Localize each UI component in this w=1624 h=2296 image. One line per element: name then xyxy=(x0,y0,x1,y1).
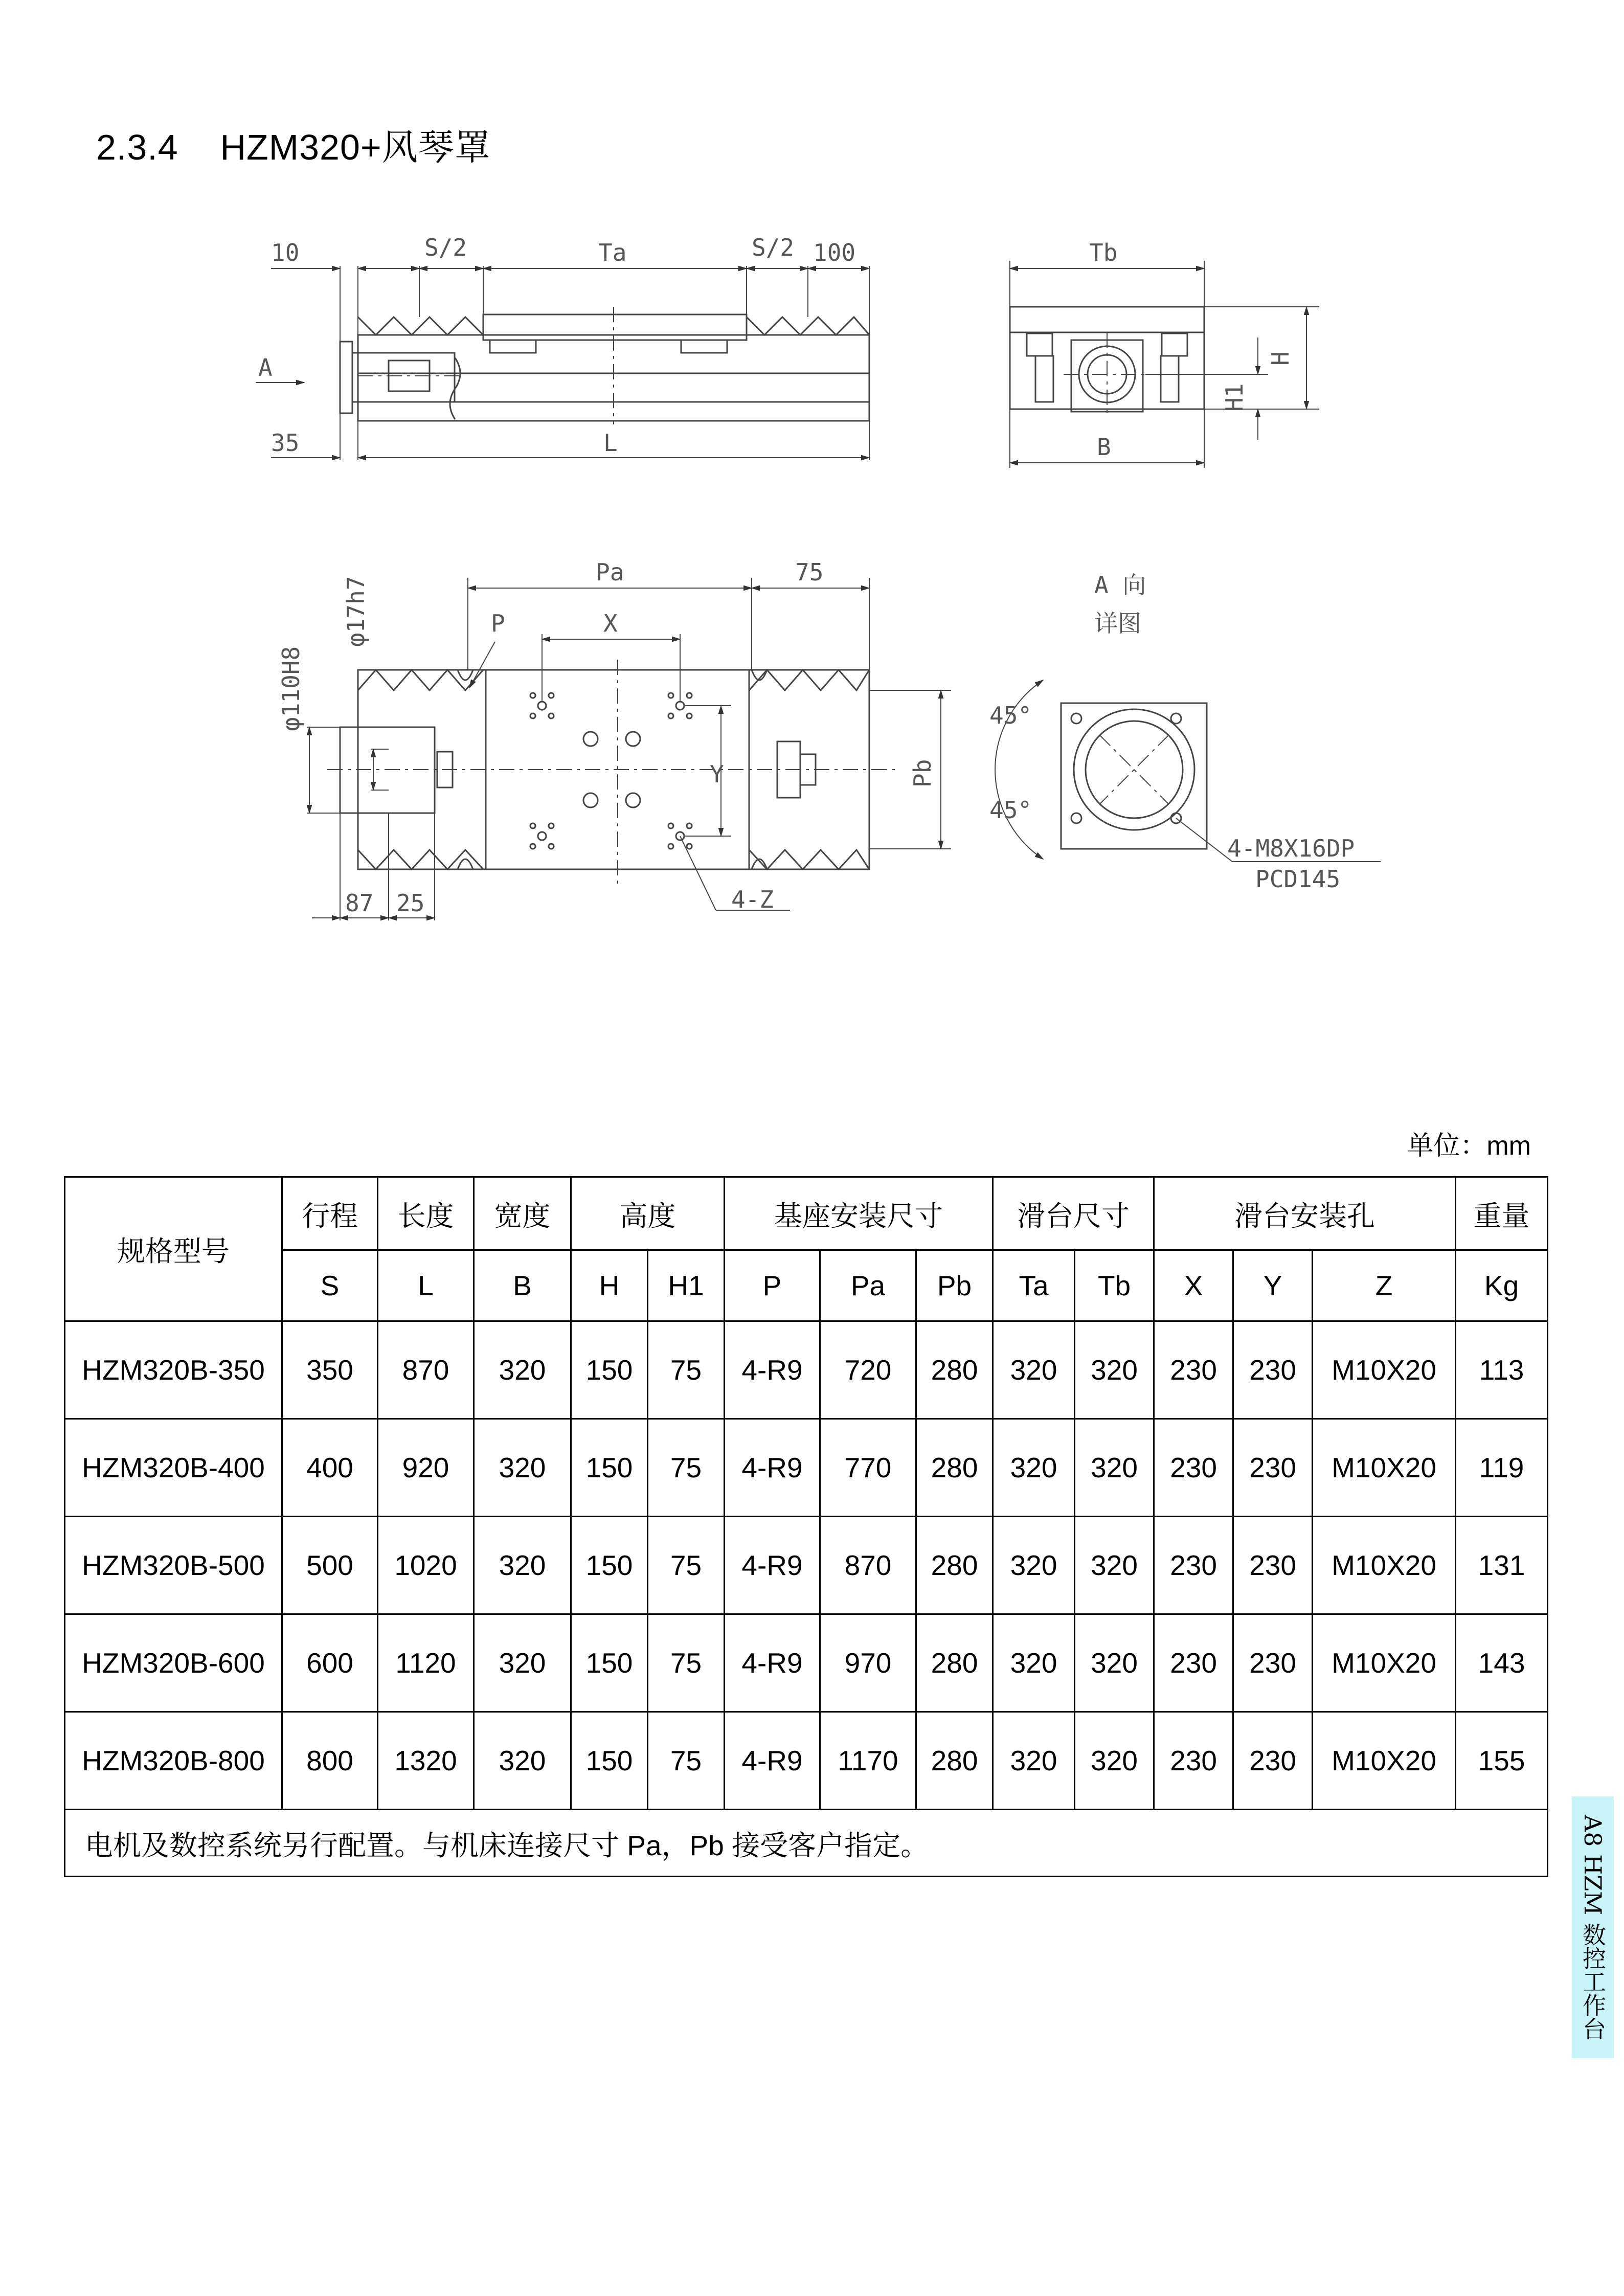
dim-x: X xyxy=(603,610,618,637)
col-y: Y xyxy=(1233,1250,1313,1321)
col-ta: Ta xyxy=(993,1250,1075,1321)
dim-35: 35 xyxy=(271,429,300,457)
value-cell: 75 xyxy=(648,1712,725,1810)
value-cell: 230 xyxy=(1233,1419,1313,1517)
value-cell: M10X20 xyxy=(1313,1321,1456,1419)
dim-s2-right: S/2 xyxy=(752,234,795,261)
col-pa: Pa xyxy=(820,1250,916,1321)
value-cell: M10X20 xyxy=(1313,1614,1456,1712)
value-cell: 320 xyxy=(474,1517,571,1614)
dim-s2-left: S/2 xyxy=(424,234,467,261)
dim-b: B xyxy=(1097,433,1111,461)
value-cell: 350 xyxy=(282,1321,378,1419)
value-cell: 1320 xyxy=(378,1712,474,1810)
value-cell: 320 xyxy=(993,1419,1075,1517)
dim-h: H xyxy=(1267,351,1294,366)
side-tab xyxy=(1572,1796,1614,2058)
table-note: 电机及数控系统另行配置。与机床连接尺寸 Pa，Pb 接受客户指定。 xyxy=(65,1810,1548,1877)
table-row xyxy=(65,1321,1548,1419)
value-cell: 119 xyxy=(1456,1419,1548,1517)
col-h1: H1 xyxy=(648,1250,725,1321)
dim-tb: Tb xyxy=(1089,239,1118,266)
value-cell: 800 xyxy=(282,1712,378,1810)
dim-10: 10 xyxy=(271,239,300,266)
value-cell: 230 xyxy=(1233,1517,1313,1614)
side-tab-label: A8 HZM 数控工作台 xyxy=(1579,1814,1607,2040)
dim-100: 100 xyxy=(813,239,856,266)
front-view xyxy=(340,307,869,424)
value-cell: 320 xyxy=(1075,1712,1154,1810)
model-cell: HZM320B-600 xyxy=(65,1614,282,1712)
value-cell: 150 xyxy=(571,1614,648,1712)
table-row xyxy=(65,1419,1548,1517)
model-cell: HZM320B-500 xyxy=(65,1517,282,1614)
value-cell: 320 xyxy=(993,1517,1075,1614)
dim-p: P xyxy=(491,610,505,637)
dim-y: Y xyxy=(710,760,724,788)
technical-drawings xyxy=(0,0,1624,1023)
value-cell: 770 xyxy=(820,1419,916,1517)
col-x: X xyxy=(1154,1250,1233,1321)
dim-45-top: 45° xyxy=(989,702,1032,729)
value-cell: 143 xyxy=(1456,1614,1548,1712)
dim-45-bottom: 45° xyxy=(989,796,1032,824)
dim-pcd: PCD145 xyxy=(1255,865,1341,893)
unit-label: 单位：mm xyxy=(1407,1131,1531,1161)
value-cell: 230 xyxy=(1154,1419,1233,1517)
value-cell: 280 xyxy=(916,1712,993,1810)
col-kg: Kg xyxy=(1456,1250,1548,1321)
value-cell: 280 xyxy=(916,1419,993,1517)
col-pb: Pb xyxy=(916,1250,993,1321)
dim-75: 75 xyxy=(795,558,824,586)
value-cell: 320 xyxy=(993,1614,1075,1712)
value-cell: 150 xyxy=(571,1321,648,1419)
value-cell: 230 xyxy=(1233,1712,1313,1810)
value-cell: 230 xyxy=(1154,1712,1233,1810)
value-cell: 400 xyxy=(282,1419,378,1517)
view-a-label: A xyxy=(258,354,273,381)
dim-l: L xyxy=(603,429,618,457)
dim-h1: H1 xyxy=(1221,383,1248,412)
value-cell: 4-R9 xyxy=(725,1614,820,1712)
value-cell: 113 xyxy=(1456,1321,1548,1419)
value-cell: 1020 xyxy=(378,1517,474,1614)
value-cell: 1170 xyxy=(820,1712,916,1810)
table-row xyxy=(65,1517,1548,1614)
spec-table xyxy=(64,1176,1548,1877)
value-cell: 320 xyxy=(993,1321,1075,1419)
col-p: P xyxy=(725,1250,820,1321)
header-height: 高度 xyxy=(571,1177,725,1250)
value-cell: 75 xyxy=(648,1517,725,1614)
value-cell: 600 xyxy=(282,1614,378,1712)
top-view xyxy=(327,660,900,885)
value-cell: 230 xyxy=(1233,1614,1313,1712)
header-weight: 重量 xyxy=(1456,1177,1548,1250)
dim-25: 25 xyxy=(396,889,425,917)
header-base: 基座安装尺寸 xyxy=(725,1177,993,1250)
value-cell: 280 xyxy=(916,1517,993,1614)
value-cell: M10X20 xyxy=(1313,1712,1456,1810)
dim-phi110: φ110H8 xyxy=(277,646,305,731)
table-body xyxy=(65,1321,1548,1810)
value-cell: 320 xyxy=(1075,1419,1154,1517)
dim-pa: Pa xyxy=(596,558,624,586)
header-model: 规格型号 xyxy=(65,1177,282,1321)
dim-m8: 4-M8X16DP xyxy=(1227,835,1355,862)
page-title: 2.3.4 HZM320+风琴罩 xyxy=(96,127,491,167)
dim-87: 87 xyxy=(345,889,374,917)
value-cell: 75 xyxy=(648,1419,725,1517)
value-cell: 320 xyxy=(474,1419,571,1517)
value-cell: 1120 xyxy=(378,1614,474,1712)
value-cell: 4-R9 xyxy=(725,1321,820,1419)
header-holes: 滑台安装孔 xyxy=(1154,1177,1456,1250)
value-cell: 4-R9 xyxy=(725,1517,820,1614)
value-cell: 720 xyxy=(820,1321,916,1419)
detail-a-view xyxy=(1061,703,1207,849)
header-stroke: 行程 xyxy=(282,1177,378,1250)
header-width: 宽度 xyxy=(474,1177,571,1250)
value-cell: 320 xyxy=(1075,1321,1154,1419)
value-cell: 155 xyxy=(1456,1712,1548,1810)
value-cell: 230 xyxy=(1154,1614,1233,1712)
value-cell: 320 xyxy=(1075,1517,1154,1614)
value-cell: 230 xyxy=(1154,1321,1233,1419)
col-h: H xyxy=(571,1250,648,1321)
dim-phi17: φ17h7 xyxy=(342,576,370,647)
value-cell: 920 xyxy=(378,1419,474,1517)
table-subheader-row xyxy=(65,1250,1548,1321)
value-cell: 150 xyxy=(571,1712,648,1810)
value-cell: 131 xyxy=(1456,1517,1548,1614)
value-cell: 320 xyxy=(993,1712,1075,1810)
dim-ta: Ta xyxy=(598,239,627,266)
header-slide: 滑台尺寸 xyxy=(993,1177,1154,1250)
value-cell: 4-R9 xyxy=(725,1419,820,1517)
value-cell: 280 xyxy=(916,1614,993,1712)
value-cell: 75 xyxy=(648,1614,725,1712)
value-cell: 320 xyxy=(1075,1614,1154,1712)
model-cell: HZM320B-350 xyxy=(65,1321,282,1419)
col-tb: Tb xyxy=(1075,1250,1154,1321)
value-cell: M10X20 xyxy=(1313,1517,1456,1614)
value-cell: 150 xyxy=(571,1419,648,1517)
table-note-row xyxy=(65,1810,1548,1877)
value-cell: 870 xyxy=(378,1321,474,1419)
dim-4z: 4-Z xyxy=(731,886,774,913)
header-length: 长度 xyxy=(378,1177,474,1250)
model-cell: HZM320B-800 xyxy=(65,1712,282,1810)
col-z: Z xyxy=(1313,1250,1456,1321)
col-b: B xyxy=(474,1250,571,1321)
detail-title-2: 详图 xyxy=(1094,610,1141,637)
table-header-row xyxy=(65,1177,1548,1250)
col-l: L xyxy=(378,1250,474,1321)
table-row xyxy=(65,1712,1548,1810)
value-cell: 4-R9 xyxy=(725,1712,820,1810)
value-cell: 75 xyxy=(648,1321,725,1419)
value-cell: 230 xyxy=(1154,1517,1233,1614)
value-cell: M10X20 xyxy=(1313,1419,1456,1517)
value-cell: 230 xyxy=(1233,1321,1313,1419)
value-cell: 150 xyxy=(571,1517,648,1614)
model-cell: HZM320B-400 xyxy=(65,1419,282,1517)
end-view xyxy=(1010,307,1204,417)
value-cell: 500 xyxy=(282,1517,378,1614)
value-cell: 870 xyxy=(820,1517,916,1614)
dim-pb: Pb xyxy=(909,759,936,787)
table-row xyxy=(65,1614,1548,1712)
value-cell: 970 xyxy=(820,1614,916,1712)
value-cell: 320 xyxy=(474,1712,571,1810)
value-cell: 320 xyxy=(474,1614,571,1712)
col-s: S xyxy=(282,1250,378,1321)
value-cell: 280 xyxy=(916,1321,993,1419)
detail-title-1: A 向 xyxy=(1094,571,1146,599)
value-cell: 320 xyxy=(474,1321,571,1419)
